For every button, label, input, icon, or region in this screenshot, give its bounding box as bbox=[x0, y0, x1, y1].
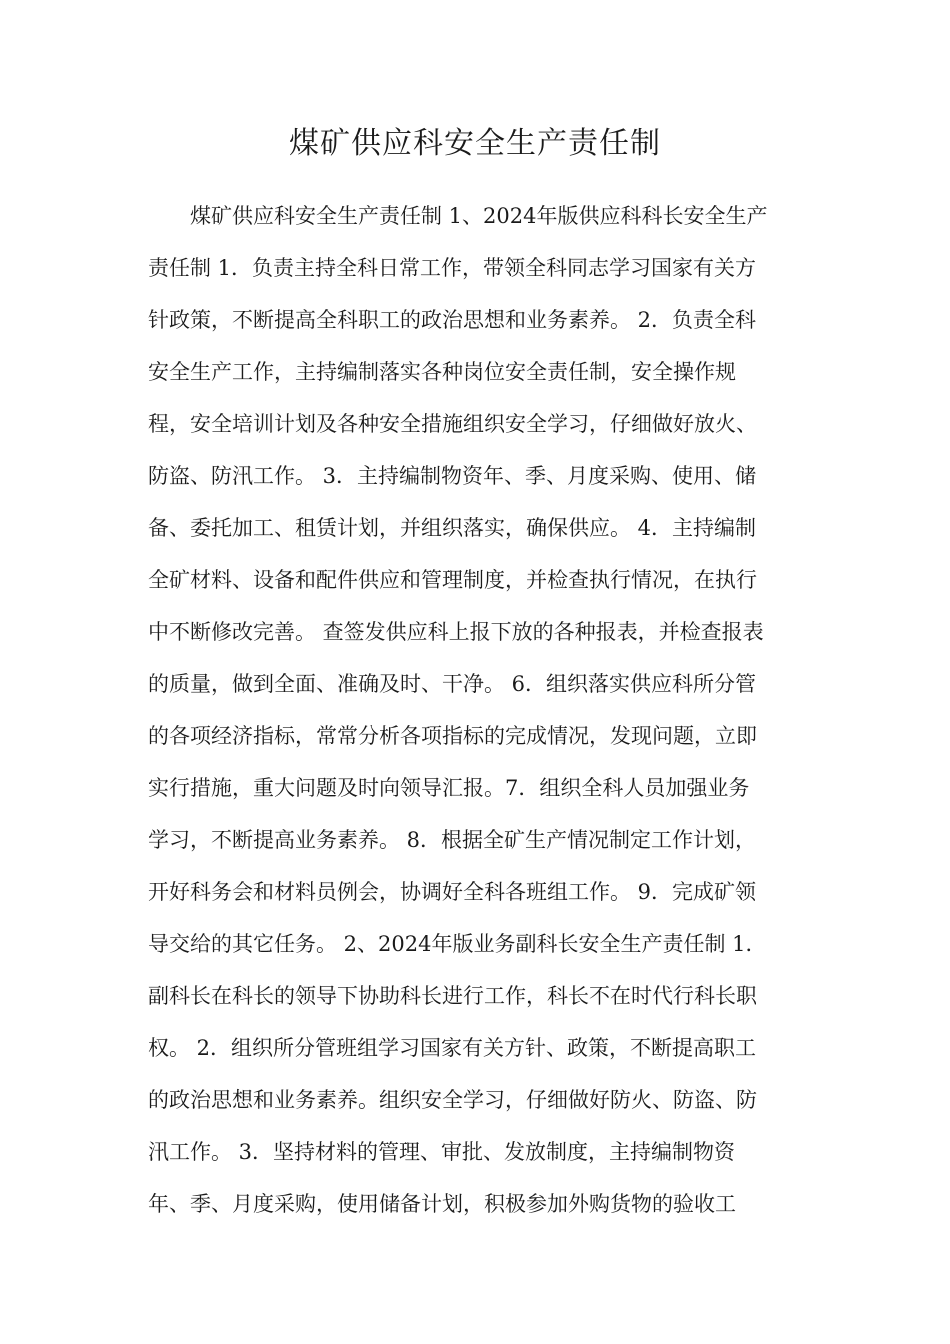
body-line: 的质量，做到全面、准确及时、干净。 6．组织落实供应科所分管 bbox=[148, 672, 757, 696]
body-line: 煤矿供应科安全生产责任制 1、2024年版供应科科长安全生产 bbox=[190, 204, 768, 228]
body-line: 导交给的其它任务。 2、2024年版业务副科长安全生产责任制 1． bbox=[148, 932, 767, 956]
body-line: 针政策，不断提高全科职工的政治思想和业务素养。 2．负责全科 bbox=[148, 308, 757, 332]
body-line: 的政治思想和业务素养。组织安全学习，仔细做好防火、防盗、防 bbox=[148, 1088, 757, 1112]
body-line: 权。 2．组织所分管班组学习国家有关方针、政策，不断提高职工 bbox=[148, 1036, 757, 1060]
body-line: 中不断修改完善。 查签发供应科上报下放的各种报表，并检查报表 bbox=[148, 620, 764, 644]
body-line: 汛工作。 3．坚持材料的管理、审批、发放制度，主持编制物资 bbox=[148, 1140, 736, 1164]
body-line: 副科长在科长的领导下协助科长进行工作，科长不在时代行科长职 bbox=[148, 984, 757, 1008]
body-line: 防盗、防汛工作。 3．主持编制物资年、季、月度采购、使用、储 bbox=[148, 464, 757, 488]
body-line: 安全生产工作，主持编制落实各种岗位安全责任制，安全操作规 bbox=[148, 360, 736, 384]
document-body bbox=[148, 190, 808, 1230]
body-line: 备、委托加工、租赁计划，并组织落实，确保供应。 4．主持编制 bbox=[148, 516, 757, 540]
body-line: 实行措施，重大问题及时向领导汇报。7．组织全科人员加强业务 bbox=[148, 776, 750, 800]
body-line: 开好科务会和材料员例会，协调好全科各班组工作。 9．完成矿领 bbox=[148, 880, 757, 904]
document-title: 煤矿供应科安全生产责任制 bbox=[289, 126, 661, 161]
body-line: 的各项经济指标，常常分析各项指标的完成情况，发现问题，立即 bbox=[148, 724, 757, 748]
body-line: 程，安全培训计划及各种安全措施组织安全学习，仔细做好放火、 bbox=[148, 412, 757, 436]
body-line: 责任制 1．负责主持全科日常工作，带领全科同志学习国家有关方 bbox=[148, 256, 757, 280]
body-line: 年、季、月度采购，使用储备计划，积极参加外购货物的验收工 bbox=[148, 1192, 736, 1216]
body-line: 学习，不断提高业务素养。 8．根据全矿生产情况制定工作计划， bbox=[148, 828, 757, 852]
body-line: 全矿材料、设备和配件供应和管理制度，并检查执行情况，在执行 bbox=[148, 568, 757, 592]
